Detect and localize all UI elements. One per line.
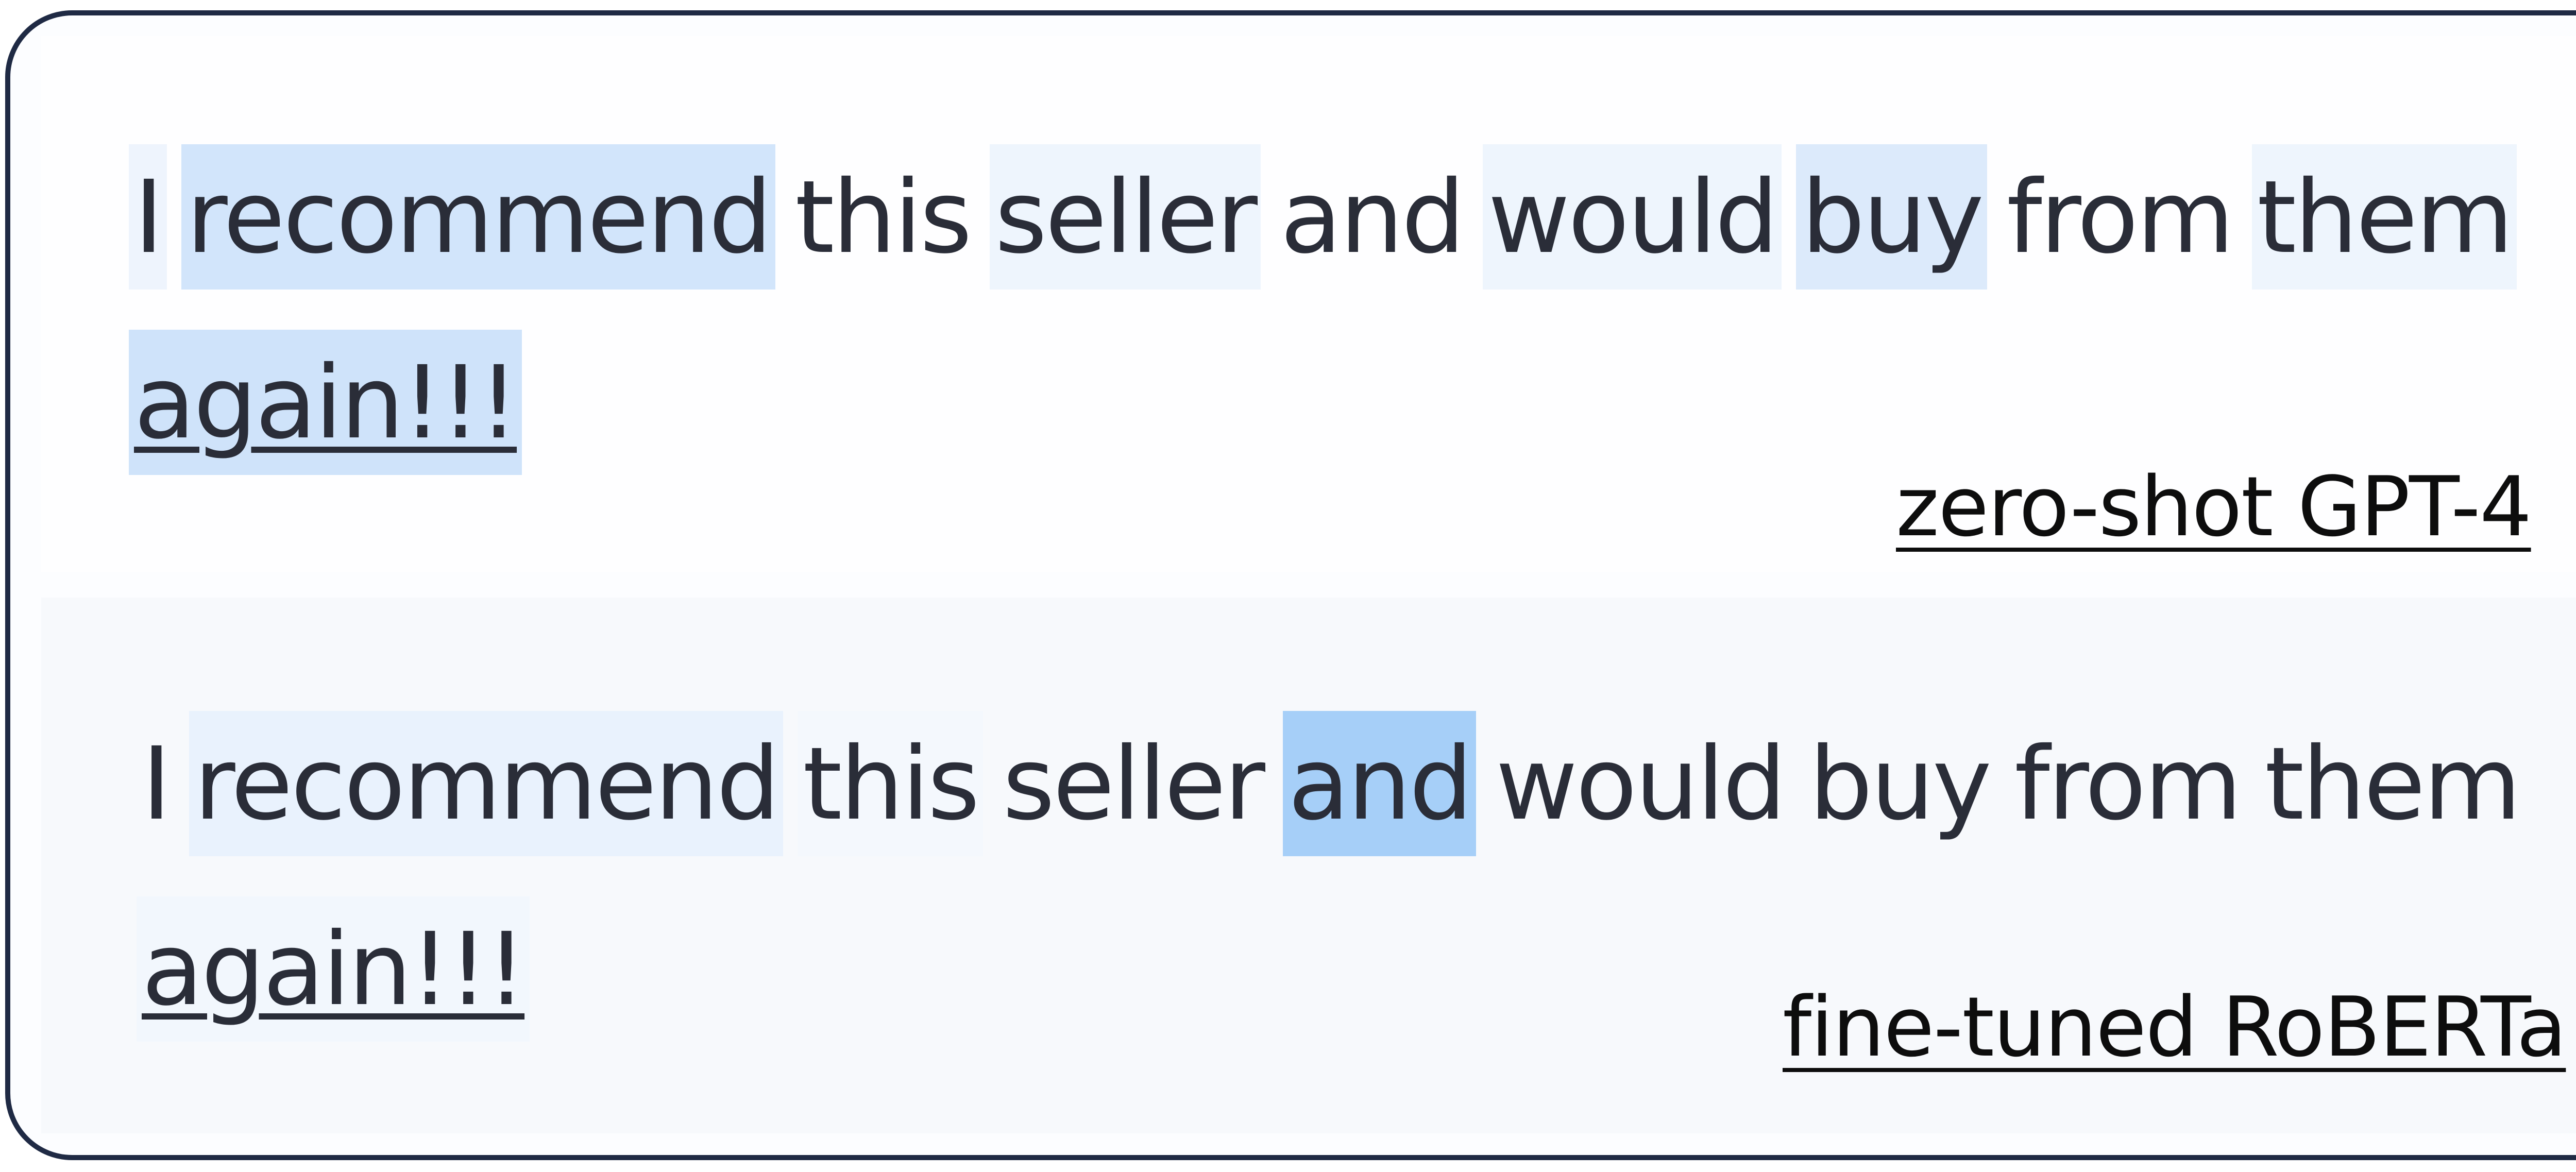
token-this: this	[798, 711, 983, 856]
sentence-line-2	[129, 330, 536, 475]
token-them: them	[2252, 144, 2517, 290]
sentence-line-1	[137, 711, 2539, 856]
token-from: from	[2007, 158, 2232, 276]
method-label: fine-tuned RoBERTa	[1783, 979, 2566, 1075]
token-from: from	[2014, 725, 2240, 842]
method-label: zero-shot GPT-4	[1896, 458, 2531, 555]
token-seller: seller	[1002, 725, 1264, 842]
sentence-line-2	[137, 896, 544, 1042]
token-this: this	[795, 158, 970, 276]
panel-fine-tuned-roberta	[41, 598, 2576, 1133]
token-again: again!!!	[129, 330, 522, 475]
token-again: again!!!	[137, 896, 530, 1042]
token-and: and	[1280, 158, 1463, 276]
token-would: would	[1483, 144, 1782, 290]
figure-frame	[5, 10, 2576, 1160]
token-recommend: recommend	[189, 711, 784, 856]
token-and: and	[1283, 711, 1476, 856]
token-seller: seller	[990, 144, 1261, 290]
token-i: I	[142, 725, 170, 842]
token-i: I	[129, 144, 167, 290]
panel-zero-shot-gpt4	[41, 36, 2576, 572]
sentence-line-1	[129, 144, 2531, 290]
token-recommend: recommend	[181, 144, 776, 290]
token-buy: buy	[1809, 725, 1990, 842]
token-them: them	[2264, 725, 2519, 842]
token-buy: buy	[1796, 144, 1987, 290]
token-would: would	[1495, 725, 1785, 842]
